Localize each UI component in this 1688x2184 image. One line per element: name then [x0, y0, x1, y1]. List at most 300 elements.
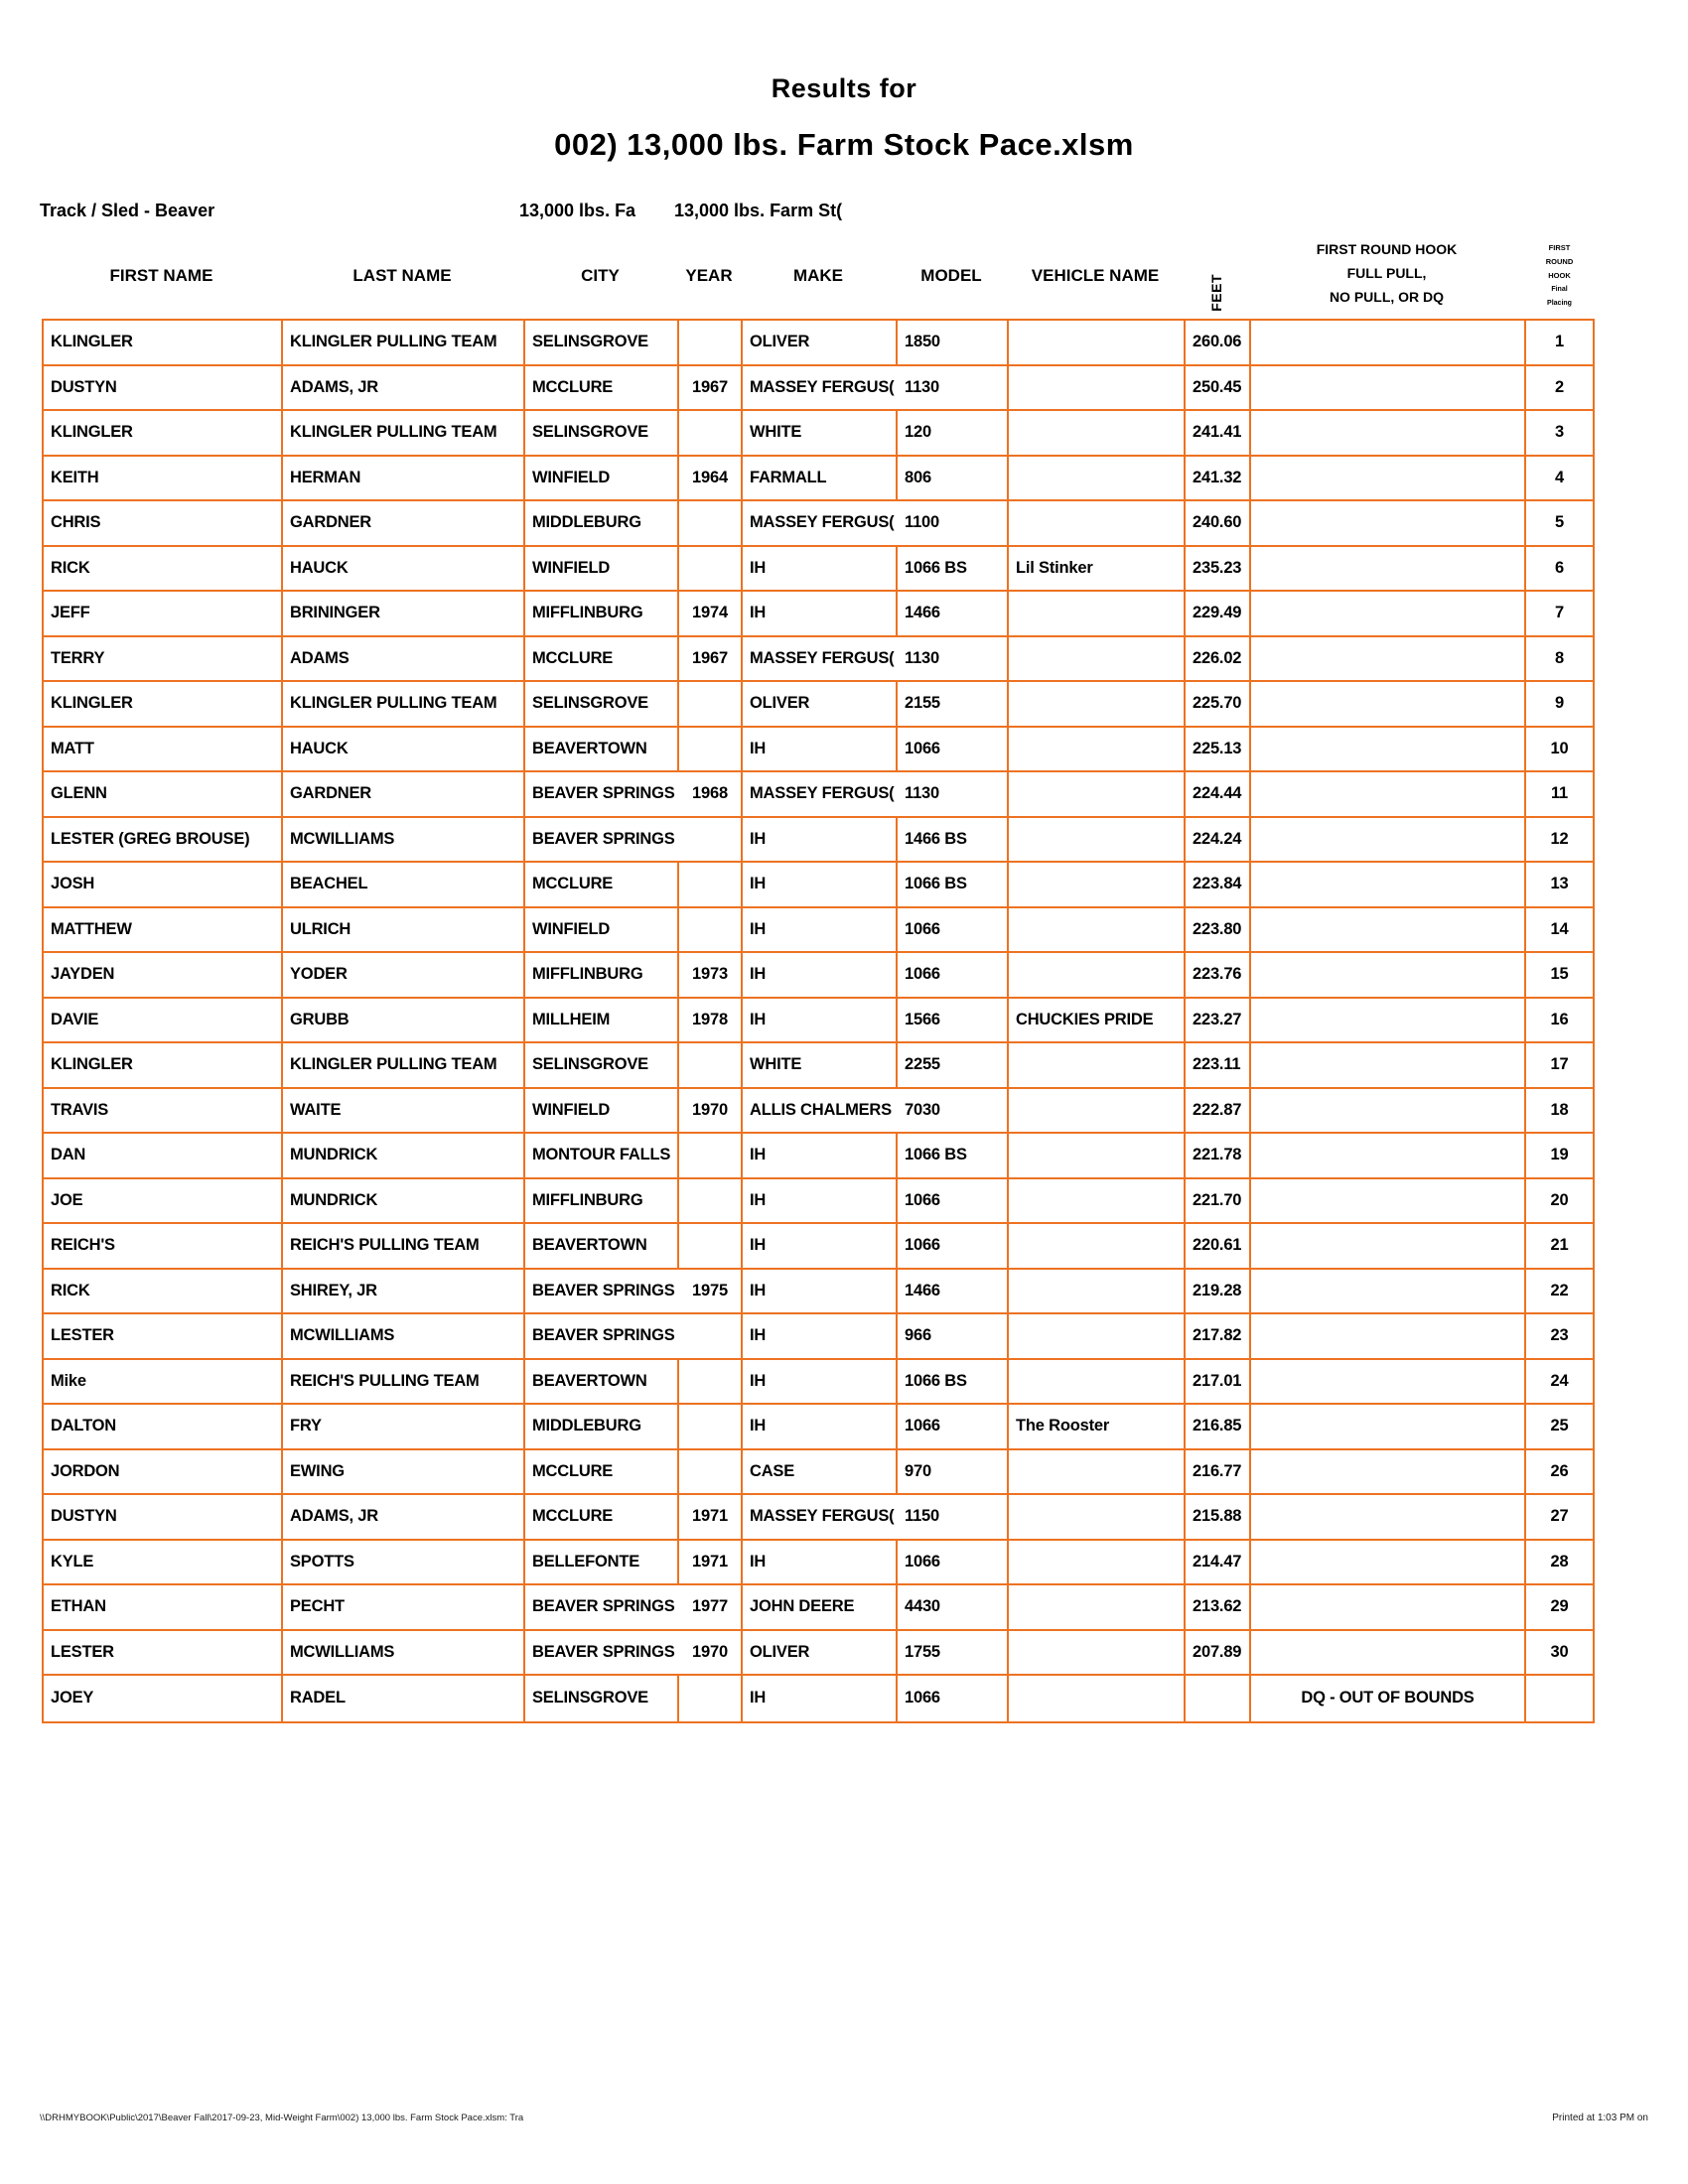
- city-cell: SELINSGROVE: [525, 411, 679, 455]
- make-cell: FARMALL: [743, 457, 898, 500]
- vehicle-name-cell: [1009, 1585, 1186, 1629]
- year-cell: [679, 1134, 743, 1177]
- vehicle-name-cell: [1009, 457, 1186, 500]
- year-cell: 1977: [679, 1585, 743, 1629]
- vehicle-name-cell: [1009, 411, 1186, 455]
- model-cell: 1066 BS: [898, 547, 1009, 591]
- year-cell: 1975: [679, 1270, 743, 1313]
- feet-cell: 219.28: [1186, 1270, 1251, 1313]
- make-cell: IH: [743, 908, 898, 952]
- last-name-cell: REICH'S PULLING TEAM: [283, 1360, 525, 1404]
- last-name-cell: ADAMS, JR: [283, 366, 525, 410]
- feet-cell: 217.01: [1186, 1360, 1251, 1404]
- header-final-placing: [1524, 241, 1595, 311]
- first-name-cell: DUSTYN: [44, 1495, 283, 1539]
- table-row: [44, 1089, 1593, 1135]
- last-name-cell: SPOTTS: [283, 1541, 525, 1584]
- feet-cell: 221.70: [1186, 1179, 1251, 1223]
- city-cell: SELINSGROVE: [525, 321, 679, 364]
- make-cell: MASSEY FERGUS(: [750, 784, 895, 803]
- header-placing-line: ROUND: [1545, 257, 1574, 266]
- model-cell: 1755: [898, 1631, 1009, 1675]
- last-name-cell: GARDNER: [283, 772, 525, 816]
- placing-cell: 20: [1550, 1190, 1569, 1209]
- vehicle-name-cell: [1009, 1179, 1186, 1223]
- placing-cell: 11: [1550, 784, 1569, 803]
- city-cell: MCCLURE: [525, 863, 679, 906]
- year-cell: [679, 863, 743, 906]
- model-cell: 4430: [898, 1585, 1009, 1629]
- feet-cell: 241.32: [1186, 457, 1251, 500]
- placing-cell: 12: [1550, 829, 1569, 848]
- model-cell: 1150: [898, 1495, 1009, 1539]
- vehicle-name-cell: [1009, 908, 1186, 952]
- placing-cell: 10: [1550, 739, 1569, 757]
- table-row: [44, 1179, 1593, 1225]
- placing-cell: 17: [1550, 1055, 1569, 1074]
- year-cell: [679, 411, 743, 455]
- placing-cell: 7: [1555, 604, 1564, 622]
- feet-cell: 241.41: [1186, 411, 1251, 455]
- model-cell: 970: [898, 1450, 1009, 1494]
- first-name-cell: GLENN: [44, 772, 283, 816]
- make-cell: IH: [743, 953, 898, 997]
- feet-cell: 214.47: [1186, 1541, 1251, 1584]
- table-row: [44, 1405, 1593, 1450]
- hook-cell: [1251, 637, 1526, 681]
- placing-cell: 22: [1550, 1281, 1569, 1299]
- city-cell: SELINSGROVE: [525, 682, 679, 726]
- feet-cell: 217.82: [1186, 1314, 1251, 1358]
- last-name-cell: HAUCK: [283, 728, 525, 771]
- placing-cell: 2: [1555, 377, 1564, 396]
- last-name-cell: MCWILLIAMS: [283, 1631, 525, 1675]
- make-cell: IH: [743, 1360, 898, 1404]
- year-cell: [679, 501, 743, 545]
- first-name-cell: TRAVIS: [44, 1089, 283, 1133]
- year-cell: 1971: [679, 1541, 743, 1584]
- table-row: [44, 1314, 1593, 1360]
- hook-cell: [1251, 908, 1526, 952]
- vehicle-name-cell: [1009, 1043, 1186, 1087]
- feet-cell: 223.76: [1186, 953, 1251, 997]
- hook-cell: [1251, 863, 1526, 906]
- hook-cell: [1251, 411, 1526, 455]
- feet-cell: 229.49: [1186, 592, 1251, 635]
- year-cell: 1970: [679, 1631, 743, 1675]
- placing-cell: 23: [1550, 1326, 1569, 1345]
- city-cell: MONTOUR FALLS: [525, 1134, 679, 1177]
- table-row: [44, 728, 1593, 773]
- last-name-cell: PECHT: [283, 1585, 525, 1629]
- page-subtitle: 002) 13,000 lbs. Farm Stock Pace.xlsm: [554, 127, 1134, 162]
- placing-cell: 27: [1550, 1507, 1569, 1526]
- year-cell: 1968: [679, 772, 743, 816]
- model-cell: 1066 BS: [898, 863, 1009, 906]
- first-name-cell: KLINGLER: [44, 1043, 283, 1087]
- table-row: [44, 1631, 1593, 1677]
- feet-cell: [1186, 1676, 1251, 1721]
- hook-cell: [1251, 1043, 1526, 1087]
- hook-cell: [1251, 1089, 1526, 1133]
- footer-printed-at: Printed at 1:03 PM on: [1552, 2113, 1648, 2123]
- last-name-cell: HAUCK: [283, 547, 525, 591]
- first-name-cell: ETHAN: [44, 1585, 283, 1629]
- table-row: [44, 863, 1593, 908]
- city-cell: MCCLURE: [525, 366, 679, 410]
- year-cell: [679, 908, 743, 952]
- header-hook-line: NO PULL, OR DQ: [1329, 289, 1445, 305]
- year-cell: 1964: [679, 457, 743, 500]
- make-cell: WHITE: [743, 1043, 898, 1087]
- placing-cell: 3: [1555, 423, 1564, 442]
- hook-cell: [1251, 1270, 1526, 1313]
- feet-cell: 223.84: [1186, 863, 1251, 906]
- last-name-cell: REICH'S PULLING TEAM: [283, 1224, 525, 1268]
- last-name-cell: KLINGLER PULLING TEAM: [283, 411, 525, 455]
- model-cell: 1066: [898, 1541, 1009, 1584]
- vehicle-name-cell: [1009, 682, 1186, 726]
- hook-cell: [1251, 366, 1526, 410]
- city-cell: MIDDLEBURG: [525, 1405, 679, 1448]
- table-row: [44, 457, 1593, 502]
- city-cell: MIFFLINBURG: [525, 953, 679, 997]
- vehicle-name-cell: [1009, 501, 1186, 545]
- hook-cell: [1251, 953, 1526, 997]
- hook-cell: [1251, 1450, 1526, 1494]
- feet-cell: 223.11: [1186, 1043, 1251, 1087]
- year-cell: [679, 1314, 743, 1358]
- footer-file-path: \\DRHMYBOOK\Public\2017\Beaver Fall\2017-09-23, Mid-Weight Farm\002) 13,000 lbs. Farm Stock Pace.xlsm: Tra: [40, 2113, 524, 2123]
- city-cell: WINFIELD: [525, 1089, 679, 1133]
- hook-cell: [1251, 818, 1526, 862]
- year-cell: [679, 547, 743, 591]
- placing-cell: 18: [1550, 1100, 1569, 1119]
- dq-status-cell: DQ - OUT OF BOUNDS: [1251, 1676, 1526, 1721]
- model-cell: 966: [898, 1314, 1009, 1358]
- placing-cell: 13: [1550, 875, 1569, 893]
- feet-cell: 224.24: [1186, 818, 1251, 862]
- make-cell: IH: [743, 1134, 898, 1177]
- hook-cell: [1251, 1495, 1526, 1539]
- vehicle-name-cell: The Rooster: [1009, 1405, 1186, 1448]
- header-make: MAKE: [792, 266, 844, 285]
- last-name-cell: MCWILLIAMS: [283, 818, 525, 862]
- city-cell: BEAVER SPRINGS: [532, 1642, 675, 1661]
- city-cell: BEAVER SPRINGS: [532, 1597, 675, 1616]
- hook-cell: [1251, 321, 1526, 364]
- table-row: [44, 953, 1593, 999]
- placing-cell: 16: [1550, 1010, 1569, 1028]
- first-name-cell: LESTER: [44, 1631, 283, 1675]
- feet-cell: 223.80: [1186, 908, 1251, 952]
- first-name-cell: MATTHEW: [44, 908, 283, 952]
- city-cell: WINFIELD: [525, 457, 679, 500]
- table-row: [44, 592, 1593, 637]
- feet-cell: 223.27: [1186, 999, 1251, 1042]
- year-cell: [679, 321, 743, 364]
- table-row: [44, 1134, 1593, 1179]
- header-city: CITY: [581, 266, 620, 285]
- model-cell: 1066 BS: [898, 1134, 1009, 1177]
- city-cell: BEAVER SPRINGS: [532, 1326, 675, 1345]
- model-cell: 806: [898, 457, 1009, 500]
- vehicle-name-cell: [1009, 1314, 1186, 1358]
- feet-cell: 221.78: [1186, 1134, 1251, 1177]
- year-cell: [679, 1450, 743, 1494]
- last-name-cell: WAITE: [283, 1089, 525, 1133]
- first-name-cell: LESTER: [44, 1314, 283, 1358]
- last-name-cell: HERMAN: [283, 457, 525, 500]
- first-name-cell: KLINGLER: [44, 682, 283, 726]
- header-placing-line: FIRST: [1548, 243, 1571, 252]
- vehicle-name-cell: [1009, 592, 1186, 635]
- last-name-cell: BRININGER: [283, 592, 525, 635]
- last-name-cell: EWING: [283, 1450, 525, 1494]
- year-cell: [679, 1360, 743, 1404]
- first-name-cell: MATT: [44, 728, 283, 771]
- make-cell: OLIVER: [743, 321, 898, 364]
- city-cell: MILLHEIM: [525, 999, 679, 1042]
- year-cell: 1970: [679, 1089, 743, 1133]
- last-name-cell: MUNDRICK: [283, 1179, 525, 1223]
- make-cell: IH: [743, 1405, 898, 1448]
- make-cell: IH: [743, 1270, 898, 1313]
- placing-cell: 5: [1555, 513, 1564, 532]
- table-row: [44, 1043, 1593, 1089]
- table-row: [44, 1495, 1593, 1541]
- table-row: [44, 818, 1593, 864]
- header-hook-line: FIRST ROUND HOOK: [1316, 241, 1458, 257]
- last-name-cell: BEACHEL: [283, 863, 525, 906]
- table-row: [44, 1541, 1593, 1586]
- placing-cell: 26: [1550, 1461, 1569, 1480]
- vehicle-name-cell: CHUCKIES PRIDE: [1009, 999, 1186, 1042]
- header-model: MODEL: [920, 266, 982, 285]
- city-cell: BEAVERTOWN: [525, 1360, 679, 1404]
- first-name-cell: JOSH: [44, 863, 283, 906]
- model-cell: 1066: [898, 728, 1009, 771]
- hook-cell: [1251, 1360, 1526, 1404]
- city-cell: WINFIELD: [525, 547, 679, 591]
- model-cell: 1066: [898, 908, 1009, 952]
- hook-cell: [1251, 1631, 1526, 1675]
- vehicle-name-cell: Lil Stinker: [1009, 547, 1186, 591]
- last-name-cell: MUNDRICK: [283, 1134, 525, 1177]
- first-name-cell: DAVIE: [44, 999, 283, 1042]
- feet-cell: 226.02: [1186, 637, 1251, 681]
- year-cell: [679, 728, 743, 771]
- vehicle-name-cell: [1009, 1134, 1186, 1177]
- placing-cell: 1: [1555, 333, 1564, 351]
- hook-cell: [1251, 457, 1526, 500]
- first-name-cell: JAYDEN: [44, 953, 283, 997]
- make-cell: CASE: [743, 1450, 898, 1494]
- model-cell: 1066: [898, 953, 1009, 997]
- model-cell: 1566: [898, 999, 1009, 1042]
- model-cell: 1130: [898, 366, 1009, 410]
- table-row: [44, 999, 1593, 1044]
- make-cell: WHITE: [743, 411, 898, 455]
- model-cell: 1130: [898, 637, 1009, 681]
- hook-cell: [1251, 1541, 1526, 1584]
- vehicle-name-cell: [1009, 1270, 1186, 1313]
- model-cell: 1066: [898, 1224, 1009, 1268]
- model-cell: 2255: [898, 1043, 1009, 1087]
- make-cell: IH: [743, 1541, 898, 1584]
- placing-cell: 21: [1550, 1236, 1569, 1255]
- table-row: [44, 547, 1593, 593]
- model-cell: 1066: [898, 1179, 1009, 1223]
- table-row: [44, 1676, 1593, 1721]
- year-cell: [679, 1676, 743, 1721]
- year-cell: [679, 1179, 743, 1223]
- placing-cell: 4: [1555, 468, 1564, 486]
- table-row: [44, 1360, 1593, 1406]
- first-name-cell: DUSTYN: [44, 366, 283, 410]
- hook-cell: [1251, 1314, 1526, 1358]
- year-cell: 1974: [679, 592, 743, 635]
- city-cell: BELLEFONTE: [525, 1541, 679, 1584]
- year-cell: 1967: [679, 637, 743, 681]
- first-name-cell: DALTON: [44, 1405, 283, 1448]
- city-cell: MCCLURE: [525, 1495, 679, 1539]
- city-cell: WINFIELD: [525, 908, 679, 952]
- last-name-cell: GRUBB: [283, 999, 525, 1042]
- year-cell: 1973: [679, 953, 743, 997]
- hook-cell: [1251, 1585, 1526, 1629]
- first-name-cell: REICH'S: [44, 1224, 283, 1268]
- make-cell: MASSEY FERGUS(: [750, 648, 895, 667]
- vehicle-name-cell: [1009, 1541, 1186, 1584]
- make-cell: IH: [743, 1224, 898, 1268]
- city-cell: BEAVER SPRINGS: [532, 1281, 675, 1299]
- model-cell: 120: [898, 411, 1009, 455]
- last-name-cell: KLINGLER PULLING TEAM: [283, 682, 525, 726]
- page-title: Results for: [771, 73, 917, 103]
- header-last-name: LAST NAME: [352, 266, 452, 285]
- last-name-cell: SHIREY, JR: [283, 1270, 525, 1313]
- vehicle-name-cell: [1009, 728, 1186, 771]
- last-name-cell: FRY: [283, 1405, 525, 1448]
- first-name-cell: KYLE: [44, 1541, 283, 1584]
- make-cell: OLIVER: [743, 682, 898, 726]
- feet-cell: 222.87: [1186, 1089, 1251, 1133]
- model-cell: 1466: [898, 1270, 1009, 1313]
- city-cell: MIFFLINBURG: [525, 1179, 679, 1223]
- class-name-cell-2: 13,000 lbs. Farm St(: [674, 201, 843, 220]
- vehicle-name-cell: [1009, 1450, 1186, 1494]
- last-name-cell: ADAMS, JR: [283, 1495, 525, 1539]
- model-cell: 1066: [898, 1405, 1009, 1448]
- header-placing-line: Final: [1551, 286, 1568, 293]
- last-name-cell: KLINGLER PULLING TEAM: [283, 321, 525, 364]
- last-name-cell: RADEL: [283, 1676, 525, 1721]
- vehicle-name-cell: [1009, 1224, 1186, 1268]
- table-row: [44, 908, 1593, 954]
- feet-cell: 235.23: [1186, 547, 1251, 591]
- table-row: [44, 1450, 1593, 1496]
- last-name-cell: GARDNER: [283, 501, 525, 545]
- make-cell: MASSEY FERGUS(: [750, 377, 895, 396]
- hook-cell: [1251, 1179, 1526, 1223]
- hook-cell: [1251, 1405, 1526, 1448]
- first-name-cell: KLINGLER: [44, 321, 283, 364]
- first-name-cell: Mike: [44, 1360, 283, 1404]
- make-cell: IH: [743, 547, 898, 591]
- placing-cell: 6: [1555, 558, 1564, 577]
- model-cell: 1066 BS: [898, 1360, 1009, 1404]
- class-name-cell-1: 13,000 lbs. Fa: [519, 201, 636, 220]
- first-name-cell: KEITH: [44, 457, 283, 500]
- hook-cell: [1251, 501, 1526, 545]
- header-feet: [1184, 246, 1249, 312]
- first-name-cell: RICK: [44, 547, 283, 591]
- results-table: [42, 319, 1595, 1723]
- first-name-cell: TERRY: [44, 637, 283, 681]
- model-cell: 1466 BS: [898, 818, 1009, 862]
- make-cell: IH: [743, 818, 898, 862]
- feet-cell: 220.61: [1186, 1224, 1251, 1268]
- placing-cell: 25: [1550, 1417, 1569, 1435]
- year-cell: [679, 1405, 743, 1448]
- make-cell: IH: [743, 1179, 898, 1223]
- last-name-cell: ULRICH: [283, 908, 525, 952]
- city-cell: BEAVER SPRINGS: [532, 829, 675, 848]
- city-cell: MCCLURE: [525, 637, 679, 681]
- placing-cell: 15: [1550, 965, 1569, 984]
- first-name-cell: JOEY: [44, 1676, 283, 1721]
- hook-cell: [1251, 1224, 1526, 1268]
- header-first-round-hook: [1249, 237, 1524, 309]
- model-cell: 1066: [898, 1676, 1009, 1721]
- hook-cell: [1251, 1134, 1526, 1177]
- header-first-name: FIRST NAME: [109, 266, 213, 285]
- vehicle-name-cell: [1009, 1676, 1186, 1721]
- year-cell: 1971: [679, 1495, 743, 1539]
- table-row: [44, 501, 1593, 547]
- table-row: [44, 1585, 1593, 1631]
- table-row: [44, 411, 1593, 457]
- vehicle-name-cell: [1009, 1360, 1186, 1404]
- make-cell: IH: [743, 592, 898, 635]
- header-year: YEAR: [685, 266, 733, 285]
- year-cell: [679, 1043, 743, 1087]
- feet-cell: 216.85: [1186, 1405, 1251, 1448]
- make-cell: ALLIS CHALMERS: [750, 1100, 892, 1119]
- vehicle-name-cell: [1009, 321, 1186, 364]
- city-cell: SELINSGROVE: [525, 1043, 679, 1087]
- feet-cell: 213.62: [1186, 1585, 1251, 1629]
- header-placing-line: Placing: [1547, 300, 1572, 307]
- hook-cell: [1251, 728, 1526, 771]
- placing-cell: 28: [1550, 1552, 1569, 1570]
- table-row: [44, 682, 1593, 728]
- city-cell: BEAVER SPRINGS: [532, 784, 675, 803]
- table-row: [44, 1224, 1593, 1270]
- vehicle-name-cell: [1009, 772, 1186, 816]
- vehicle-name-cell: [1009, 1631, 1186, 1675]
- first-name-cell: CHRIS: [44, 501, 283, 545]
- first-name-cell: RICK: [44, 1270, 283, 1313]
- vehicle-name-cell: [1009, 366, 1186, 410]
- year-cell: [679, 818, 743, 862]
- city-cell: BEAVERTOWN: [525, 728, 679, 771]
- feet-cell: 215.88: [1186, 1495, 1251, 1539]
- make-cell: OLIVER: [743, 1631, 898, 1675]
- city-cell: MCCLURE: [525, 1450, 679, 1494]
- first-name-cell: JORDON: [44, 1450, 283, 1494]
